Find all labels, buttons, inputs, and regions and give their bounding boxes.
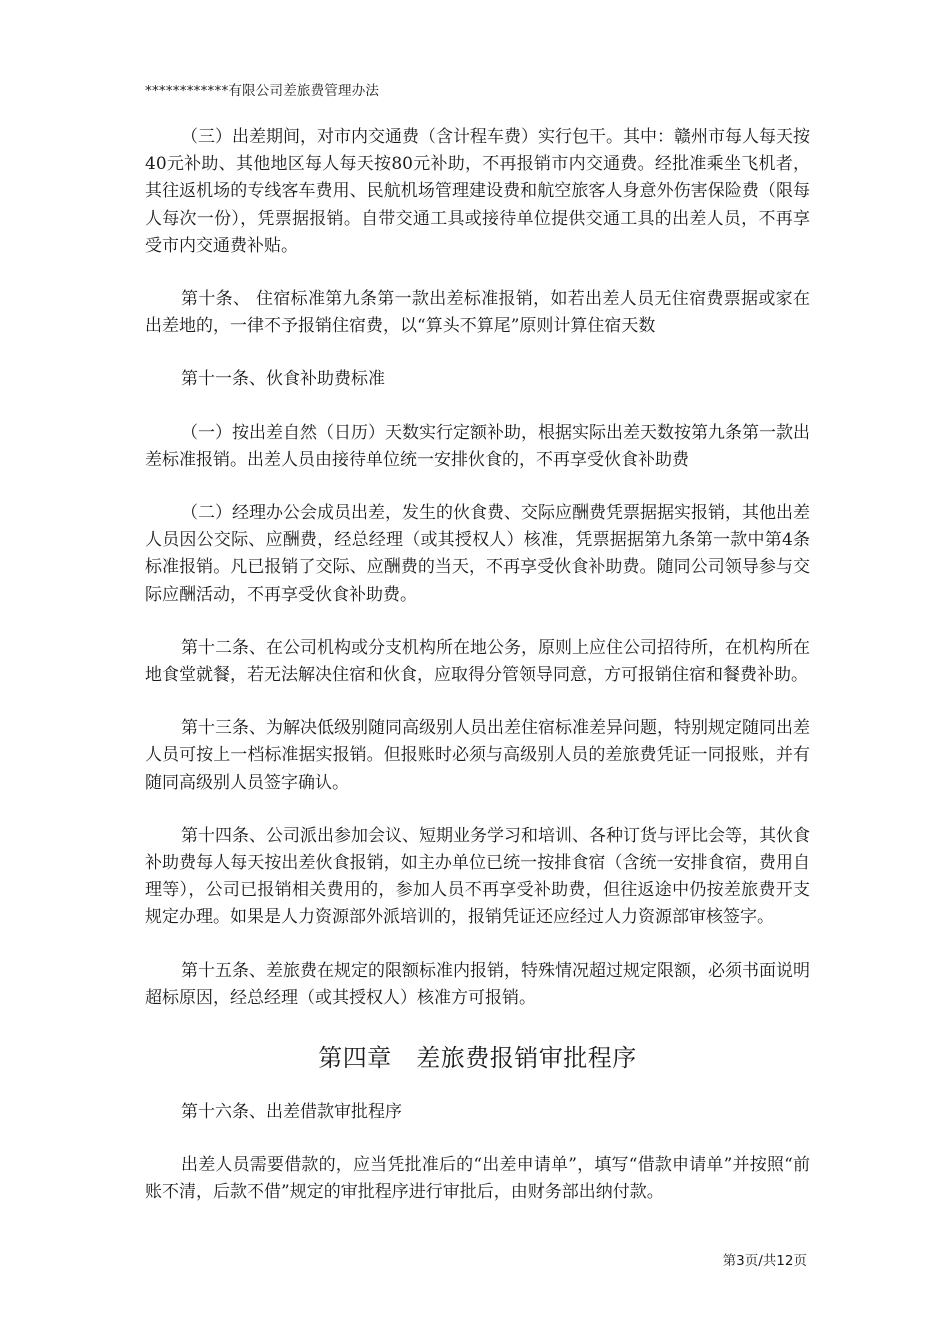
paragraph-article-16-body: 出差人员需要借款的，应当凭批准后的“出差申请单”，填写“借款申请单”并按照“前账不清，后款不借”规定的审批程序进行审批后，由财务部出纳付款。: [145, 1155, 810, 1203]
paragraph-article-11-item-1: （一）按出差自然（日历）天数实行定额补助，根据实际出差天数按第九条第一款出差标准报销。出差人员由接待单位统一安排伙食的，不再享受伙食补助费: [145, 422, 810, 470]
page-number: 第3页/共12页: [722, 1253, 807, 1269]
paragraph-article-16-heading: 第十六条、出差借款审批程序: [181, 1102, 402, 1123]
paragraph-article-11-heading: 第十一条、伙食补助费标准: [181, 369, 385, 390]
paragraph-article-14: 第十四条、公司派出参加会议、短期业务学习和培训、各种订货与评比会等，其伙食补助费每人每天按出差伙食报销，如主办单位已统一按排食宿（含统一安排食宿，费用自理等），公司已报销相关费用的，参加人员不再享受补助费，但往返途中仍按差旅费开支规定办理。如果是人力资源部外派培训的，报销凭证还应经过人力资源部审核签字。: [145, 825, 810, 928]
paragraph-article-13: 第十三条、为解决低级别随同高级别人员出差住宿标准差异问题，特别规定随同出差人员可按上一档标准据实报销。但报账时必须与高级别人员的差旅费凭证一同报账，并有随同高级别人员签字确认。: [145, 718, 810, 793]
document-body: [145, 124, 810, 1233]
paragraph-article-15: 第十五条、差旅费在规定的限额标准内报销，特殊情况超过规定限额，必须书面说明超标原因，经总经理（或其授权人）核准方可报销。: [145, 960, 810, 1008]
paragraph-article-10: 第十条、 住宿标准第九条第一款出差标准报销，如若出差人员无住宿费票据或家在出差地的，一律不予报销住宿费，以“算头不算尾”原则计算住宿天数: [145, 289, 810, 337]
chapter-heading: 第四章 差旅费报销审批程序: [318, 1044, 637, 1073]
paragraph-article-12: 第十二条、在公司机构或分支机构所在地公务，原则上应住公司招待所，在机构所在地食堂就餐，若无法解决住宿和伙食，应取得分管领导同意，方可报销住宿和餐费补助。: [145, 637, 810, 686]
paragraph-transport-allowance: （三）出差期间，对市内交通费（含计程车费）实行包干。其中：赣州市每人每天按40元补助、其他地区每人每天按80元补助，不再报销市内交通费。经批准乘坐飞机者，其往返机场的专线客车费用、民航机场管理建设费和航空旅客人身意外伤害保险费（限每人每次一份），凭票据报销。自带交通工具或接待单位提供交通工具的出差人员，不再享受市内交通费补贴。: [145, 127, 810, 256]
page-header: ************有限公司差旅费管理办法: [145, 83, 380, 99]
paragraph-article-11-item-2: （二）经理办公会成员出差，发生的伙食费、交际应酬费凭票据据实报销，其他出差人员因公交际、应酬费，经总经理（或其授权人）核准，凭票据据第九条第一款中第4条标准报销。凡已报销了交际、应酬费的当天，不再享受伙食补助费。随同公司领导参与交际应酬活动，不再享受伙食补助费。: [145, 503, 810, 605]
